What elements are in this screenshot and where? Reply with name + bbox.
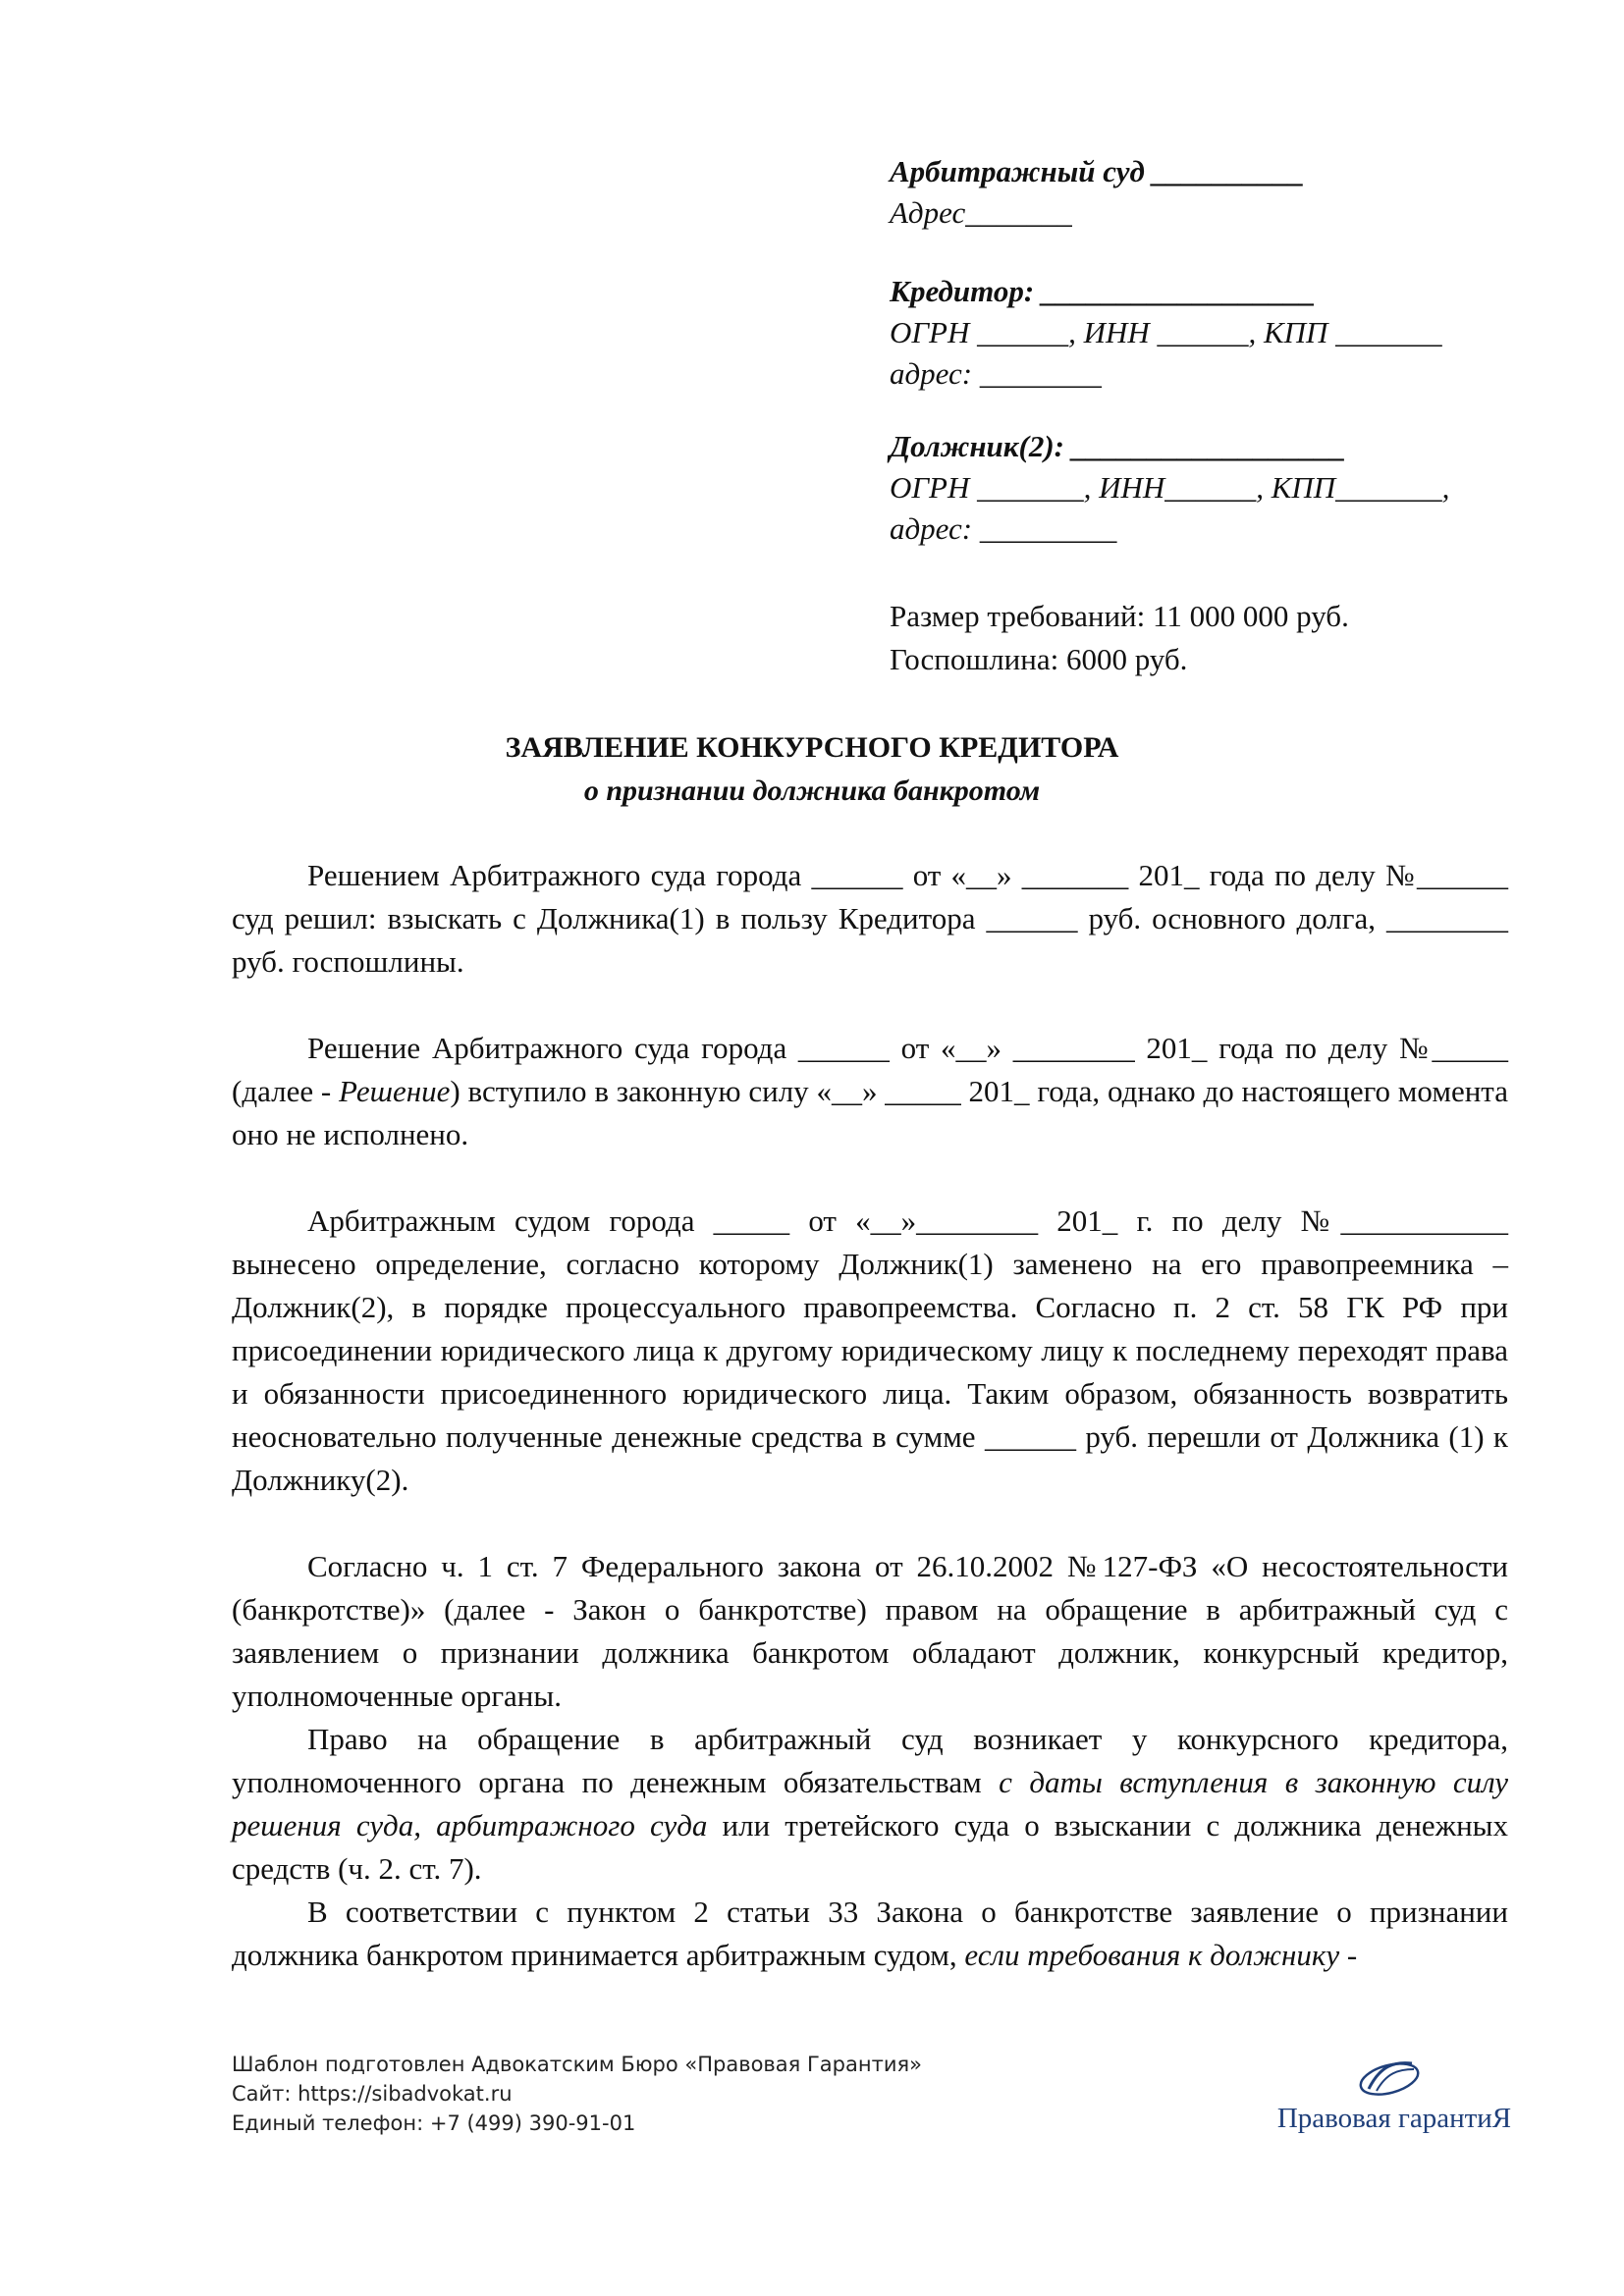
debtor-ids: ОГРН _______, ИНН______, КПП_______,: [890, 470, 1450, 505]
logo-text: Правовая гарантиЯ: [1276, 2103, 1512, 2134]
state-fee: Госпошлина: 6000 руб.: [890, 642, 1188, 676]
company-logo: [1276, 2056, 1512, 2144]
court-address: Адрес_______: [890, 195, 1072, 230]
footer-template-note: Шаблон подготовлен Адвокатским Бюро «Правовая Гарантия»: [232, 2053, 922, 2076]
creditor-label: Кредитор: __________________: [890, 274, 1316, 308]
claim-summary: [890, 595, 1349, 681]
document-body: [232, 854, 1508, 1977]
debtor-label: Должник(2): __________________: [890, 429, 1346, 463]
footer-info: [232, 2050, 922, 2138]
paragraph-2: Решение Арбитражного суда города ______ от «__» ________ 201_ года по делу №_____ (далее - Решение) вступило в законную силу «__» _____ 201_ года, однако до настоящего момента оно не исполнено.: [232, 1031, 1508, 1151]
claim-amount: Размер требований: 11 000 000 руб.: [890, 599, 1349, 633]
paragraph-6: В соответствии с пунктом 2 статьи 33 Закона о банкротстве заявление о признании должника банкротом принимается арбитражным судом, если требования к должнику -: [232, 1895, 1508, 1972]
paragraph-3: Арбитражным судом города _____ от «__»________ 201_ г. по делу №___________ вынесено определение, согласно которому Должник(1) заменено на его правопреемника – Должник(2), в порядке процессуального правопреемства. Согласно п. 2 ст. 58 ГК РФ при присоединении юридического лица к другому юридическому лицу к последнему переходят права и обязанности присоединенного юридического лица. Таким образом, обязанность возвратить неосновательно полученные денежные средства в сумме ______ руб. перешли от Должника (1) к Должнику(2).: [232, 1203, 1508, 1497]
document-subtitle: о признании должника банкротом: [583, 774, 1041, 807]
emphasis-condition: если требования к должнику -: [964, 1938, 1358, 1972]
creditor-address: адрес: ________: [890, 356, 1102, 391]
debtor-address: адрес: _________: [890, 511, 1117, 546]
paragraph-1: Решением Арбитражного суда города ______ от «__» _______ 201_ года по делу №______ суд решил: взыскать с Должника(1) в пользу Кредитора ______ руб. основного долга, ________ руб. госпошлины.: [232, 858, 1508, 979]
court-label: Арбитражный суд __________: [890, 154, 1305, 188]
decision-term: Решение: [339, 1074, 451, 1108]
logo-emblem-icon: [1355, 2056, 1424, 2101]
document-title: ЗАЯВЛЕНИЕ КОНКУРСНОГО КРЕДИТОРА: [505, 731, 1119, 764]
creditor-ids: ОГРН ______, ИНН ______, КПП _______: [890, 315, 1442, 349]
footer-phone: Единый телефон: +7 (499) 390-91-01: [232, 2111, 636, 2135]
paragraph-4: Согласно ч. 1 ст. 7 Федерального закона от 26.10.2002 №127-ФЗ «О несостоятельности (банкротстве)» (далее - Закон о банкротстве) правом на обращение в арбитражный суд с заявлением о признании должника банкротом обладают должник, конкурсный кредитор, уполномоченные органы.: [232, 1549, 1508, 1713]
emphasis-date: с даты вступления в законную силу решения суда, арбитражного суда: [232, 1765, 1508, 1842]
footer-website: Сайт: https://sibadvokat.ru: [232, 2082, 513, 2106]
paragraph-5: Право на обращение в арбитражный суд возникает у конкурсного кредитора, уполномоченного органа по денежным обязательствам с даты вступления в законную силу решения суда, арбитражного суда или третейского суда о взыскании с должника денежных средств (ч. 2. ст. 7).: [232, 1722, 1508, 1886]
addressee-block: [890, 151, 1518, 550]
